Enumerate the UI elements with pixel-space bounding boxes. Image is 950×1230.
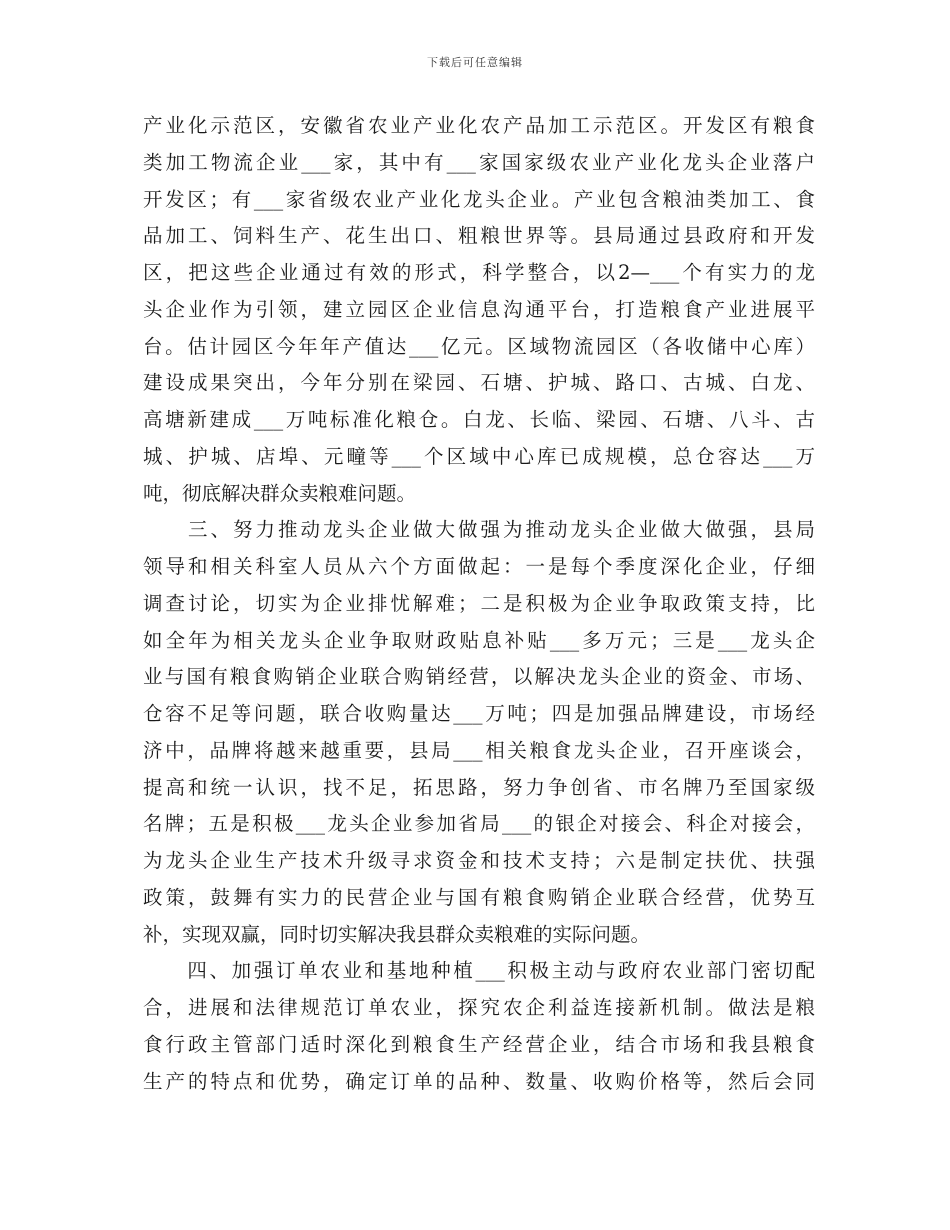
text-line: 名牌；五是积极___龙头企业参加省局___的银企对接会、科企对接会，: [143, 812, 815, 836]
text-line: 合，进展和法律规范订单农业，探究农企利益连接新机制。做法是粮: [143, 996, 815, 1019]
text-line: 台。估计园区今年年产值达___亿元。区域物流园区（各收储中心库）: [143, 334, 815, 358]
text-line: 食行政主管部门适时深化到粮食生产经营企业，结合市场和我县粮食: [143, 1032, 815, 1056]
text-line: 开发区；有___家省级农业产业化龙头企业。产业包含粮油类加工、食: [143, 187, 815, 211]
document-body: [143, 108, 815, 1100]
text-line: 领导和相关科室人员从六个方面做起：一是每个季度深化企业，仔细: [143, 555, 815, 578]
text-line: 吨，彻底解决群众卖粮难问题。: [143, 481, 417, 505]
text-line: 头企业作为引领，建立园区企业信息沟通平台，打造粮食产业进展平: [143, 297, 815, 321]
text-line: 补，实现双赢，同时切实解决我县群众卖粮难的实际问题。: [143, 922, 651, 946]
text-line: 政策，鼓舞有实力的民营企业与国有粮食购销企业联合经营，优势互: [143, 885, 815, 909]
text-line: 品加工、饲料生产、花生出口、粗粮世界等。县局通过县政府和开发: [143, 224, 815, 248]
text-line: 建设成果突出，今年分别在梁园、石塘、护城、路口、古城、白龙、: [143, 371, 815, 395]
text-line: 三、努力推动龙头企业做大做强为推动龙头企业做大做强，县局: [143, 518, 815, 542]
text-line: 仓容不足等问题，联合收购量达___万吨；四是加强品牌建设，市场经: [143, 702, 815, 725]
text-line: 济中，品牌将越来越重要，县局___相关粮食龙头企业，召开座谈会，: [143, 738, 815, 762]
text-line: 类加工物流企业___家，其中有___家国家级农业产业化龙头企业落户: [143, 150, 815, 174]
text-line: 高塘新建成___万吨标准化粮仓。白龙、长临、梁园、石塘、八斗、古: [143, 408, 815, 431]
text-line: 生产的特点和优势，确定订单的品种、数量、收购价格等，然后会同: [143, 1069, 815, 1093]
text-line: 调查讨论，切实为企业排忧解难；二是积极为企业争取政策支持，比: [143, 591, 815, 615]
text-line: 提高和统一认识，找不足，拓思路，努力争创省、市名牌乃至国家级: [143, 775, 815, 799]
text-line: 如全年为相关龙头企业争取财政贴息补贴___多万元；三是___龙头企: [143, 628, 815, 652]
text-line: 产业化示范区，安徽省农业产业化农产品加工示范区。开发区有粮食: [143, 114, 815, 137]
page-header: 下载后可任意编辑: [427, 56, 523, 69]
text-line: 为龙头企业生产技术升级寻求资金和技术支持；六是制定扶优、扶强: [143, 849, 815, 872]
text-line: 区，把这些企业通过有效的形式，科学整合，以2—___个有实力的龙: [143, 261, 815, 284]
text-line: 业与国有粮食购销企业联合购销经营，以解决龙头企业的资金、市场、: [143, 665, 815, 689]
text-line: 四、加强订单农业和基地种植___积极主动与政府农业部门密切配: [143, 959, 815, 983]
text-line: 城、护城、店埠、元疃等___个区域中心库已成规模，总仓容达___万: [143, 444, 815, 468]
